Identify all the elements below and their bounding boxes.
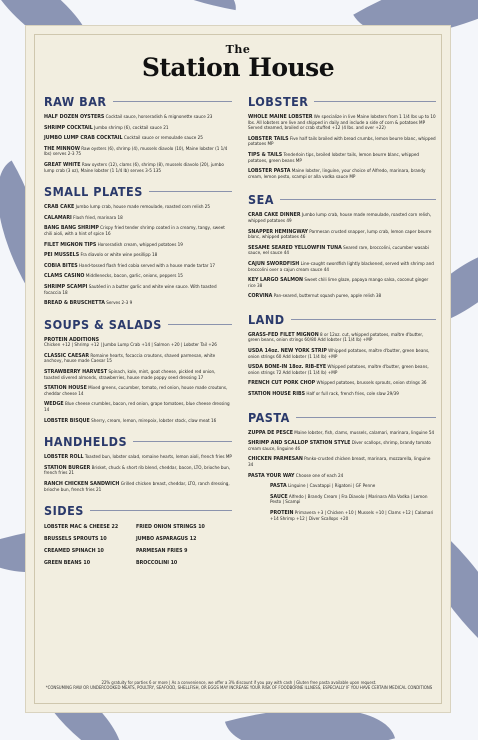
menu-item-french-cut-pork-chop — [248, 381, 436, 387]
item-name: LOBSTER TAILS — [248, 135, 289, 142]
item-name: RANCH CHICKEN SANDWICH — [44, 481, 120, 487]
menu-item-shrimp-and-scallop-station-style — [248, 441, 436, 452]
item-name: SHRIMP SCAMPI — [44, 283, 88, 290]
item-desc: Hand-tossed flash fried cobia served with a house made tartar 17 — [77, 263, 216, 269]
menu-item-station-burger — [44, 466, 232, 477]
menu-item-key-largo-salmon — [248, 278, 436, 289]
item-name: GRASS-FED FILET MIGNON — [248, 331, 319, 338]
section-heading-raw-bar — [44, 94, 232, 109]
menu-item-protein-additions — [44, 338, 232, 349]
item-desc: Romaine hearts, focaccia croutons, shaved parmesan, white anchovy, house made Caesar 15 — [44, 353, 216, 365]
section-title: PASTA — [248, 409, 290, 425]
menu-item-great-white — [44, 163, 232, 174]
menu-item-cobia-bites — [44, 264, 232, 270]
item-desc: Horseradish cream, whipped potatoes 19 — [96, 242, 183, 248]
section-title: RAW BAR — [44, 94, 107, 109]
section-heading-small-plates — [44, 184, 232, 199]
menu-item-pasta-your-way — [248, 474, 436, 480]
section-title: SOUPS & SALADS — [44, 316, 162, 332]
section-heading-sea — [248, 192, 436, 207]
item-desc: Chicken +12 | Shrimp +12 | Jumbo Lump Crab +14 | Salmon +20 | Lobster Tail +26 — [44, 343, 217, 349]
menu-item-bread-bruschetta — [44, 301, 232, 307]
item-name: PROTEIN — [270, 509, 294, 516]
menu-item-calamari — [44, 216, 232, 222]
menu-item-ranch-chicken-sandwich — [44, 482, 232, 493]
menu-item-pei-mussels — [44, 253, 232, 259]
menu-item-snapper-hemingway — [248, 230, 436, 241]
item-desc: Primavera +3 | Chicken +10 | Mussels +10 | Clams +12 | Calamari +14 Shrimp +12 | Diver Scallops +20 — [270, 510, 434, 522]
item-name: USDA 14oz. NEW YORK STRIP — [248, 348, 327, 355]
item-name: CORVINA — [248, 293, 273, 300]
menu-item-lobster-bisque — [44, 419, 232, 425]
heading-rule — [280, 199, 436, 200]
item-desc: Brisket, chuck & short rib blend, cheddar, bacon, LTO, brioche bun, french fries 21 — [44, 465, 231, 477]
item-desc: Whipped potatoes, maître d'butter, green beans, onion strings 72 Add lobster (1 1/4 lb) +MP — [248, 365, 429, 376]
item-name: CAJUN SWORDFISH — [248, 260, 300, 267]
item-name: WEDGE — [44, 401, 64, 408]
item-desc: Jumbo shrimp (6), cocktail sauce 21 — [92, 125, 169, 131]
menu-item-clams-casino — [44, 274, 232, 280]
item-name: SAUCE — [270, 493, 288, 500]
sides-list — [44, 524, 232, 566]
heading-rule — [168, 324, 232, 325]
menu-item-pasta — [248, 484, 436, 490]
item-name: FILET MIGNON TIPS — [44, 241, 97, 248]
side-item-creamed-spinach-10: CREAMED SPINACH 10 — [44, 548, 104, 555]
item-desc: Sherry, cream, lemon, mirepoix, lobster stock, claw meat 16 — [89, 418, 217, 424]
item-name: USDA BONE-IN 18oz. RIB-EYE — [248, 364, 327, 371]
item-name: JUMBO LUMP CRAB COCKTAIL — [44, 135, 123, 142]
menu-item-lobster-pasta — [248, 169, 436, 180]
item-name: BREAD & BRUSCHETTA — [44, 300, 105, 307]
item-desc: Half or full rack, french fries, cole slaw 29/39 — [305, 392, 399, 398]
item-name: KEY LARGO SALMON — [248, 277, 304, 284]
footer-policy: 22% gratuity for parties 6 or more | As a convenience, we offer a 3% discount if you pay with cash | Gluten free pasta available upon request. — [101, 681, 377, 686]
item-desc: Spinach, kale, mint, goat cheese, pickled red onion, toasted slivered almonds, strawberries, house made poppy seed dressing 17 — [44, 370, 216, 381]
item-desc: Five half tails broiled with bread crumbs, lemon beurre blanc, whipped potatoes MP — [248, 136, 436, 148]
menu-item-cajun-swordfish — [248, 262, 436, 273]
section-pasta — [248, 410, 436, 523]
item-desc: Mixed greens, cucumber, tomato, red onion, house made croutons, cheddar cheese 14 — [44, 386, 228, 397]
menu-item-sauce — [248, 495, 436, 506]
section-sides — [44, 503, 232, 566]
section-title: LAND — [248, 311, 285, 327]
section-soups-salads — [44, 317, 232, 425]
item-desc: Cocktail sauce, horseradish & mignonette sauce 23 — [104, 115, 213, 120]
item-desc: Whipped potatoes, brussels sprouts, onion strings 36 — [315, 381, 427, 387]
section-lobster — [248, 94, 436, 180]
right-column — [248, 94, 436, 527]
item-name: LOBSTER PASTA — [248, 168, 291, 175]
item-desc: Seared rare, broccolini, cucumber wasabi sauce, eel sauce 44 — [248, 245, 429, 257]
item-name: FRENCH CUT PORK CHOP — [248, 380, 316, 387]
item-desc: Sautéed in a butter garlic and white wine sauce. With toasted focaccia 18 — [44, 284, 217, 296]
item-name: CALAMARI — [44, 214, 72, 221]
section-title: LOBSTER — [248, 94, 309, 109]
menu-item-sesame-seared-yellowfin-tuna — [248, 246, 436, 257]
item-desc: Fra diavolo or white wine pesillipp 18 — [79, 253, 158, 259]
logo-name: Station House — [141, 53, 335, 82]
item-desc: Raw oysters (6), shrimp (4), mussels diavolo (10), Maine lobster (1 1/4 lbs) serves 2-3 75 — [44, 146, 228, 158]
item-desc: Grilled chicken breast, cheddar, LTO, ranch dressing, brioche bun, french fries 21 — [44, 482, 230, 493]
menu-item-crab-cake — [44, 205, 232, 211]
item-desc: Panko-crusted chicken breast, marinara, mozzarella, linguine 34 — [248, 457, 431, 468]
menu-item-filet-mignon-tips — [44, 243, 232, 249]
item-name: PASTA — [270, 483, 287, 490]
item-name: PROTEIN ADDITIONS — [44, 336, 100, 343]
item-name: PEI MUSSELS — [44, 252, 80, 259]
item-desc: Blue cheese crumbles, bacon, red onion, grape tomatoes, blue cheese dressing 14 — [44, 402, 230, 414]
item-desc: Line-caught swordfish lightly blackened, served with shrimp and broccolini over a cajun cream sauce 44 — [248, 261, 434, 273]
item-name: SNAPPER HEMINGWAY — [248, 228, 308, 235]
menu-item-corvina — [248, 294, 436, 300]
item-name: LOBSTER BISQUE — [44, 417, 90, 424]
section-heading-handhelds — [44, 434, 232, 449]
item-desc: Parmesan crusted snapper, lump crab, lemon caper beurre blanc, whipped potatoes 46 — [248, 229, 432, 241]
side-item-parmesan-fries-9: PARMESAN FRIES 9 — [136, 548, 188, 555]
menu-item-usda-14oz-new-york-strip — [248, 349, 436, 360]
section-raw-bar — [44, 94, 232, 174]
section-heading-lobster — [248, 94, 436, 109]
item-desc: Flash fried, marinara 18 — [71, 215, 123, 221]
item-desc: We specialize in live Maine lobsters from 1 1/4 lbs up to 10 lbs. All lobsters are live and shipped in daily and include a side of corn & potatoes MP Served steamed, broiled or crab stuffed +12 (4 lbs. and over +22) — [248, 115, 436, 132]
side-item-jumbo-asparagus-12: JUMBO ASPARAGUS 12 — [136, 536, 197, 543]
section-title: SMALL PLATES — [44, 184, 143, 200]
item-name: CRAB CAKE — [44, 204, 75, 211]
item-name: THE MINNOW — [44, 145, 80, 152]
side-item-broccolini-10: BROCCOLINI 10 — [136, 560, 178, 567]
item-desc: 8 or 12oz. cut, whipped potatoes, maître d'butter, green beans, onion strings 60/80 Add lobster (1 1/4 lb) +MP — [248, 332, 424, 344]
menu-item-shrimp-scampi — [44, 285, 232, 296]
menu-item-classic-caesar — [44, 354, 232, 365]
menu-item-bang-bang-shrimp — [44, 226, 232, 237]
logo-the: The — [225, 43, 251, 56]
heading-rule — [149, 191, 232, 192]
menu-footer — [40, 681, 438, 691]
menu-item-lobster-tails — [248, 137, 436, 148]
restaurant-logo — [26, 44, 450, 81]
item-desc: Middlenecks, bacon, garlic, onions, peppers 15 — [84, 274, 183, 280]
item-name: CLASSIC CAESAR — [44, 352, 90, 359]
item-name: GREAT WHITE — [44, 161, 81, 168]
heading-rule — [113, 101, 232, 102]
side-item-lobster-mac-cheese-22: LOBSTER MAC & CHEESE 22 — [44, 524, 119, 531]
section-handhelds — [44, 434, 232, 493]
item-desc: Choose one of each 24 — [294, 473, 344, 479]
item-desc: Raw oysters (12), clams (6), shrimp (8), mussels diavolo (20), jumbo lump crab (3 oz), Maine lobster (1 1/4 lb) serves 3-5 135 — [44, 162, 224, 174]
menu-item-whole-maine-lobster — [248, 115, 436, 132]
menu-item-zuppa-de-pesce — [248, 431, 436, 437]
item-name: STATION BURGER — [44, 464, 91, 471]
menu-item-chicken-parmesan — [248, 457, 436, 468]
item-desc: Jumbo lump crab, house made remoulade, roasted corn relish 25 — [74, 205, 211, 211]
item-desc: Alfredo | Brandy Cream | Fra Diavolo | Marinara Alla Vodka | Lemon Pesto | Scampi — [270, 494, 428, 506]
item-desc: Tenderloin tips, broiled lobster tails, lemon beurre blanc, whipped potatoes, green beans MP — [248, 152, 420, 164]
menu-item-strawberry-harvest — [44, 370, 232, 381]
heading-rule — [296, 417, 436, 418]
item-desc: Toasted bun, lobster salad, romaine hearts, lemon aioli, french fries MP — [83, 455, 232, 461]
item-desc: Maine lobster, fish, clams, mussels, calamari, marinara, linguine 54 — [292, 430, 435, 436]
item-name: TIPS & TAILS — [248, 151, 283, 158]
menu-item-shrimp-cocktail — [44, 126, 232, 132]
menu-item-usda-bone-in-18oz-rib-eye — [248, 365, 436, 376]
section-heading-land — [248, 312, 436, 327]
item-name: STRAWBERRY HARVEST — [44, 369, 108, 376]
item-name: ZUPPA DE PESCE — [248, 429, 293, 436]
menu-item-jumbo-lump-crab-cocktail — [44, 136, 232, 142]
item-name: SESAME SEARED YELLOWFIN TUNA — [248, 244, 342, 251]
item-desc: Crispy fried tender shrimp coated in a creamy, tangy, sweet chili aioli, with a hint of spice 16 — [44, 226, 225, 237]
item-name: CRAB CAKE DINNER — [248, 212, 301, 219]
heading-rule — [314, 101, 436, 102]
item-desc: Jumbo lump crab, house made remoulade, roasted corn relish, whipped potatoes 49 — [248, 213, 432, 224]
item-name: BANG BANG SHRIMP — [44, 225, 99, 232]
menu-item-protein — [248, 511, 436, 522]
item-name: CLAMS CASINO — [44, 273, 85, 280]
item-name: LOBSTER ROLL — [44, 454, 84, 461]
item-desc: Whipped potatoes, maître d'butter, green beans, onion strings 60 Add lobster (1 1/4 lb) +MP — [248, 349, 430, 360]
section-title: HANDHELDS — [44, 434, 128, 450]
menu-item-half-dozen-oysters — [44, 115, 232, 121]
menu-item-wedge — [44, 402, 232, 413]
item-name: COBIA BITES — [44, 262, 78, 269]
section-sea — [248, 192, 436, 300]
item-name: CHICKEN PARMESAN — [248, 456, 303, 463]
heading-rule — [291, 319, 436, 320]
section-title: SEA — [248, 192, 274, 208]
item-name: STATION HOUSE — [44, 385, 87, 392]
item-name: WHOLE MAINE LOBSTER — [248, 114, 313, 120]
menu-item-station-house-ribs — [248, 392, 436, 398]
section-land — [248, 312, 436, 398]
item-name: HALF DOZEN OYSTERS — [44, 114, 105, 120]
item-name: SHRIMP COCKTAIL — [44, 124, 93, 131]
palm-leaf — [117, 0, 242, 10]
menu-item-the-minnow — [44, 147, 232, 158]
side-item-brussels-sprouts-10: BRUSSELS SPROUTS 10 — [44, 536, 107, 543]
left-column — [44, 94, 232, 566]
section-heading-sides — [44, 503, 232, 518]
item-desc: Linguine | Cavatappi | Rigatoni | GF Penne — [286, 484, 376, 490]
side-item-fried-onion-strings-10: FRIED ONION STRINGS 10 — [136, 524, 205, 531]
menu-item-grass-fed-filet-mignon — [248, 333, 436, 344]
heading-rule — [90, 510, 232, 511]
item-name: PASTA YOUR WAY — [248, 472, 295, 479]
item-desc: Pan-seared, butternut squash puree, apple relish 38 — [272, 294, 382, 300]
item-desc: Maine lobster, linguine, your choice of Alfredo, marinara, brandy cream, lemon pesto, scampi or alla vodka sauce MP — [248, 169, 426, 180]
menu-item-lobster-roll — [44, 455, 232, 461]
item-desc: Serves 2-3 9 — [104, 301, 133, 307]
menu-item-station-house — [44, 386, 232, 397]
section-heading-pasta — [248, 410, 436, 425]
heading-rule — [133, 441, 232, 442]
item-name: STATION HOUSE RIBS — [248, 391, 306, 398]
section-small-plates — [44, 184, 232, 307]
section-heading-soups-salads — [44, 317, 232, 332]
side-item-green-beans-10: GREEN BEANS 10 — [44, 560, 91, 567]
item-desc: Diver scallops, shrimp, brandy tomato cream sauce, linguine 46 — [248, 441, 431, 452]
section-title: SIDES — [44, 503, 84, 519]
menu-item-crab-cake-dinner — [248, 213, 436, 224]
menu-item-tips-tails — [248, 153, 436, 164]
item-desc: Sweet chili lime glaze, papaya mango salsa, coconut ginger rice 38 — [248, 278, 429, 289]
item-desc: Cocktail sauce or remoulade sauce 25 — [122, 136, 203, 142]
footer-disclaimer: *CONSUMING RAW OR UNDERCOOKED MEATS, POULTRY, SEAFOOD, SHELLFISH, OR EGGS MAY INCREASE YOUR RISK OF FOODBORNE ILLNESS, ESPECIALLY IF YOU HAVE CERTAIN MEDICAL CONDITIONS — [45, 686, 433, 692]
item-name: SHRIMP AND SCALLOP STATION STYLE — [248, 440, 351, 447]
